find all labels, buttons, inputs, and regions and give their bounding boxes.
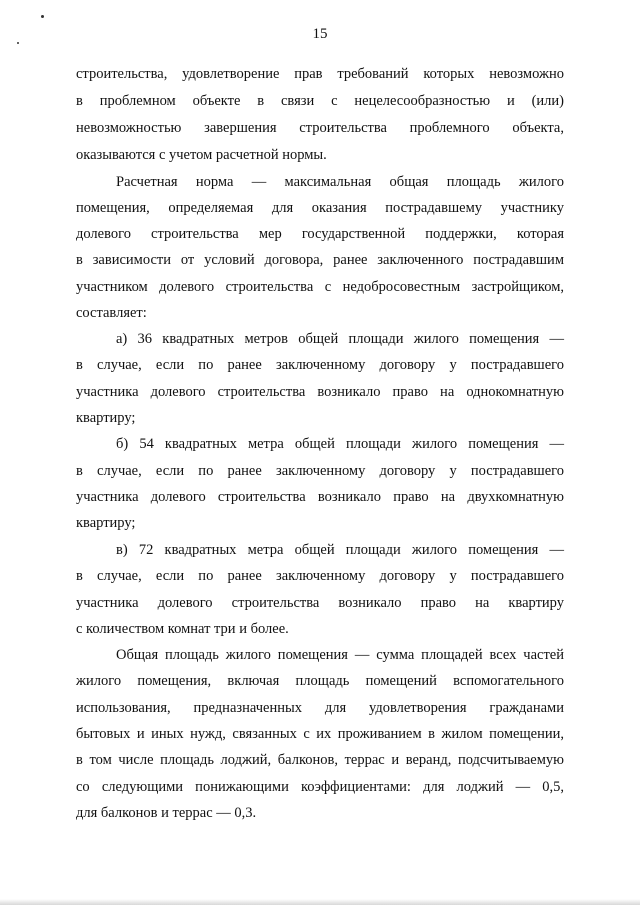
text-line: в проблемном объекте в связи с нецелесообразностью и (или)	[76, 93, 564, 109]
page-number: 15	[312, 26, 328, 42]
text-line: Общая площадь жилого помещения — сумма площадей всех частей	[116, 647, 564, 663]
text-line: строительства, удовлетворение прав требований которых невозможно	[76, 66, 564, 82]
text-line: квартиру;	[76, 515, 136, 531]
text-line: в) 72 квадратных метра общей площади жилого помещения —	[116, 542, 564, 558]
text-line: в случае, если по ранее заключенному договору у пострадавшего	[76, 357, 564, 373]
text-line: жилого помещения, включая площадь помещений вспомогательного	[76, 673, 564, 689]
text-line: участника долевого строительства возникало право на однокомнатную	[76, 384, 564, 400]
text-line: составляет:	[76, 305, 147, 321]
scan-speck	[17, 42, 19, 44]
text-line: участника долевого строительства возникало право на двухкомнатную	[76, 489, 564, 505]
text-line: участником долевого строительства с недобросовестным застройщиком,	[76, 279, 564, 295]
text-line: использования, предназначенных для удовлетворения гражданами	[76, 700, 564, 716]
text-line: с количеством комнат три и более.	[76, 621, 289, 637]
text-line: квартиру;	[76, 410, 136, 426]
text-line: в том числе площадь лоджий, балконов, террас и веранд, подсчитываемую	[76, 752, 564, 768]
scan-speck	[41, 15, 44, 18]
text-line: долевого строительства мер государственной поддержки, которая	[76, 226, 564, 242]
text-line: в зависимости от условий договора, ранее заключенного пострадавшим	[76, 252, 564, 268]
text-line: невозможностью завершения строительства проблемного объекта,	[76, 120, 564, 136]
text-line: для балконов и террас — 0,3.	[76, 805, 257, 821]
scan-edge	[0, 899, 640, 905]
text-line: а) 36 квадратных метров общей площади жилого помещения —	[116, 331, 564, 347]
text-line: оказываются с учетом расчетной нормы.	[76, 147, 327, 163]
text-line: помещения, определяемая для оказания пострадавшему участнику	[76, 200, 564, 216]
text-line: б) 54 квадратных метра общей площади жилого помещения —	[116, 436, 564, 452]
text-line: бытовых и иных нужд, связанных с их проживанием в жилом помещении,	[76, 726, 564, 742]
text-line: со следующими понижающими коэффициентами: для лоджий — 0,5,	[76, 779, 564, 795]
text-line: Расчетная норма — максимальная общая площадь жилого	[116, 174, 564, 190]
text-line: участника долевого строительства возникало право на квартиру	[76, 595, 564, 611]
text-line: в случае, если по ранее заключенному договору у пострадавшего	[76, 568, 564, 584]
text-line: в случае, если по ранее заключенному договору у пострадавшего	[76, 463, 564, 479]
